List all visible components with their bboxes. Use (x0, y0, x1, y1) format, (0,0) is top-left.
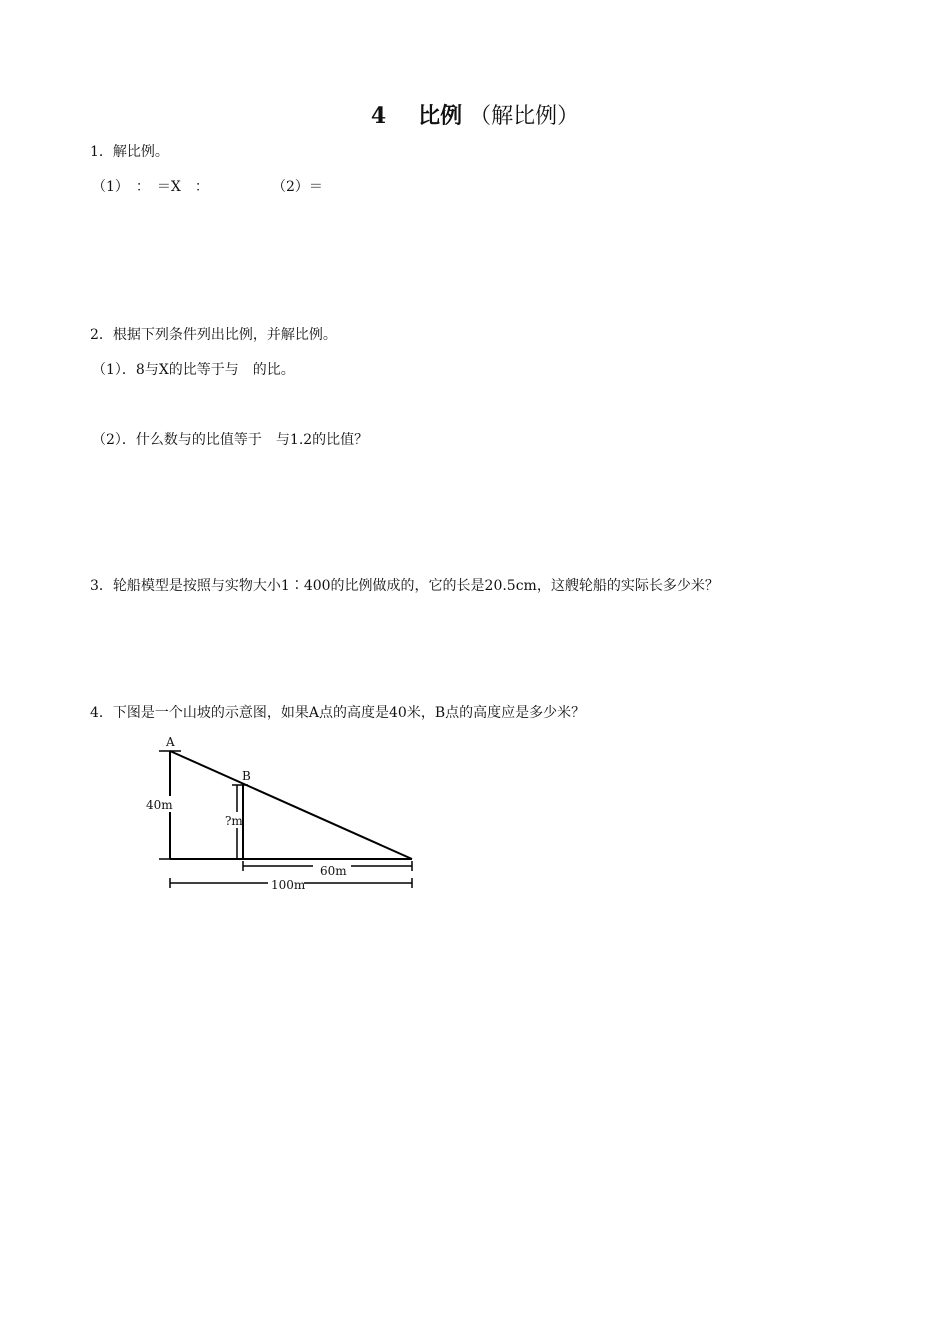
point-b-label: B (242, 769, 251, 783)
base-short-label: 60m (320, 864, 347, 878)
question-3-text: 3．轮船模型是按照与实物大小1∶400的比例做成的，它的长是20.5cm，这艘轮船的实际长多少米？ (90, 578, 719, 594)
page-title (0, 100, 950, 133)
base-long-label: 100m (271, 878, 306, 892)
question-1-heading: 1．解比例。 (90, 144, 169, 160)
height-a-label: 40m (146, 798, 173, 812)
question-2-part-2: （2）．什么数与的比值等于 与1.2的比值？ (92, 432, 369, 448)
question-2-part-1: （1）．8与X的比等于与 的比。 (92, 362, 295, 378)
height-b-label: ?m (225, 814, 243, 828)
question-4-text: 4．下图是一个山坡的示意图，如果A点的高度是40米，B点的高度应是多少米？ (90, 705, 586, 721)
slope-line (170, 751, 412, 859)
question-1-part-2: （2）＝ (272, 179, 323, 195)
title-sub: （解比例） (469, 104, 580, 129)
title-number: 4 (370, 103, 387, 129)
question-2-heading: 2．根据下列条件列出比例，并解比例。 (90, 327, 337, 343)
point-a-label: A (166, 735, 175, 749)
question-1-part-1: （1） ： ＝X ： (92, 179, 209, 195)
title-main: 比例 (418, 103, 463, 129)
slope-diagram (140, 730, 440, 900)
